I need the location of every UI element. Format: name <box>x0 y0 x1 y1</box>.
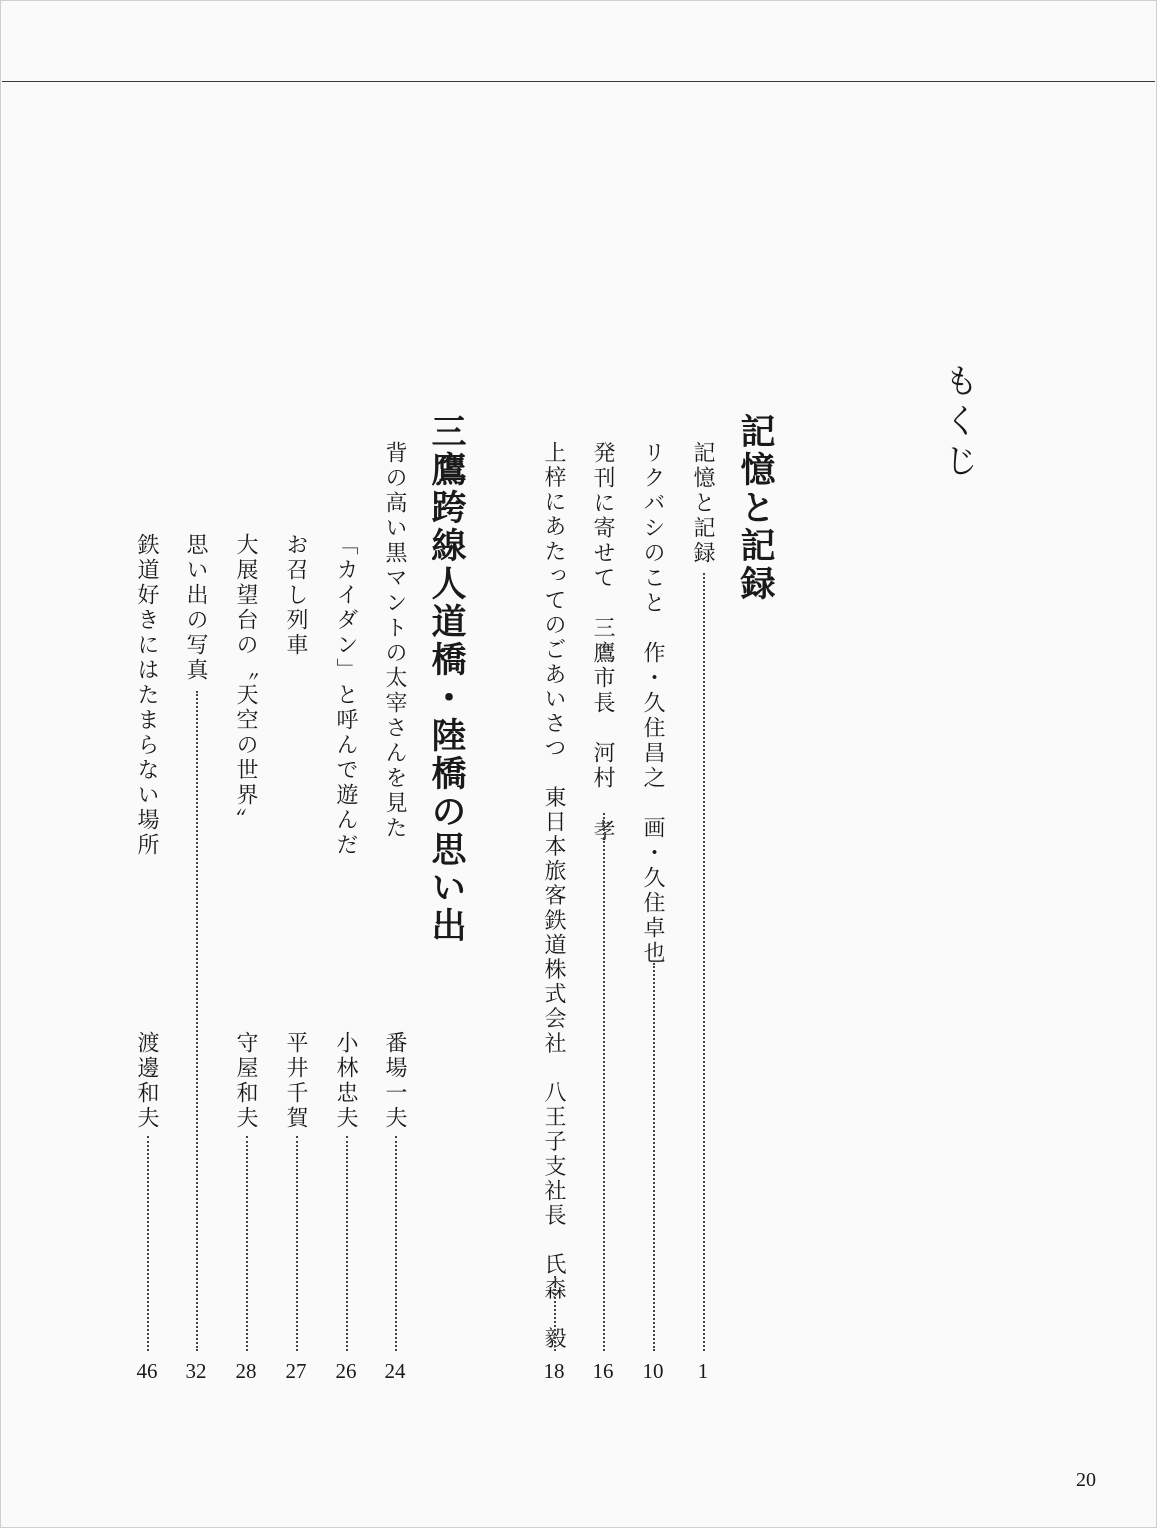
leader-dots <box>147 1136 149 1351</box>
leader-dots <box>395 1136 397 1351</box>
section-heading: 記憶と記録 <box>735 413 776 603</box>
leader-dots <box>703 573 705 1351</box>
toc-entry-title: 思い出の写真 <box>183 533 208 683</box>
toc-entry-author: 守屋和夫 <box>233 1031 258 1131</box>
page-number: 26 <box>335 1359 357 1383</box>
toc-entry-author: 渡邊和夫 <box>134 1031 159 1131</box>
toc-entry-title: お召し列車 <box>283 533 308 658</box>
leader-dots <box>246 1136 248 1351</box>
toc-entry-title: 鉄道好きにはたまらない場所 <box>134 533 159 858</box>
page-number: 1 <box>697 1359 709 1383</box>
toc-entry-title: 上梓にあたってのごあいさつ 東日本旅客鉄道株式会社 八王子支社長 氏森 毅 <box>541 441 566 1352</box>
leader-dots <box>296 1136 298 1351</box>
top-rule <box>2 81 1155 82</box>
leader-dots <box>346 1136 348 1351</box>
toc-entry-author: 平井千賀 <box>283 1031 308 1131</box>
toc-entry-title: リクバシのこと 作・久住昌之 画・久住卓也 <box>640 441 665 966</box>
toc-entry-author: 番場一夫 <box>382 1031 407 1131</box>
folio-page-number: 20 <box>1076 1469 1096 1491</box>
leader-dots <box>653 963 655 1351</box>
leader-dots <box>196 691 198 1351</box>
toc-entry-title: 背の高い黒マントの太宰さんを見た <box>382 441 407 841</box>
leader-dots <box>554 1276 556 1351</box>
section-heading: 三鷹跨線人道橋・陸橋の思い出 <box>426 413 467 945</box>
page-number: 27 <box>285 1359 307 1383</box>
page-number: 46 <box>136 1359 158 1383</box>
toc-entry-title: 記憶と記録 <box>690 441 715 566</box>
toc-entry-author: 小林忠夫 <box>333 1031 358 1131</box>
leader-dots <box>603 813 605 1351</box>
page-number: 24 <box>384 1359 406 1383</box>
page-number: 16 <box>592 1359 614 1383</box>
toc-entry-title: 「カイダン」と呼んで遊んだ <box>333 533 358 858</box>
toc-title: もくじ <box>938 363 978 483</box>
page-number: 28 <box>235 1359 257 1383</box>
toc-entry-title: 大展望台の〝天空の世界〟 <box>233 533 258 833</box>
page-number: 10 <box>642 1359 664 1383</box>
toc-entry-title: 発刊に寄せて 三鷹市長 河村 孝 <box>590 441 615 844</box>
page-number: 18 <box>543 1359 565 1383</box>
page-number: 32 <box>185 1359 207 1383</box>
